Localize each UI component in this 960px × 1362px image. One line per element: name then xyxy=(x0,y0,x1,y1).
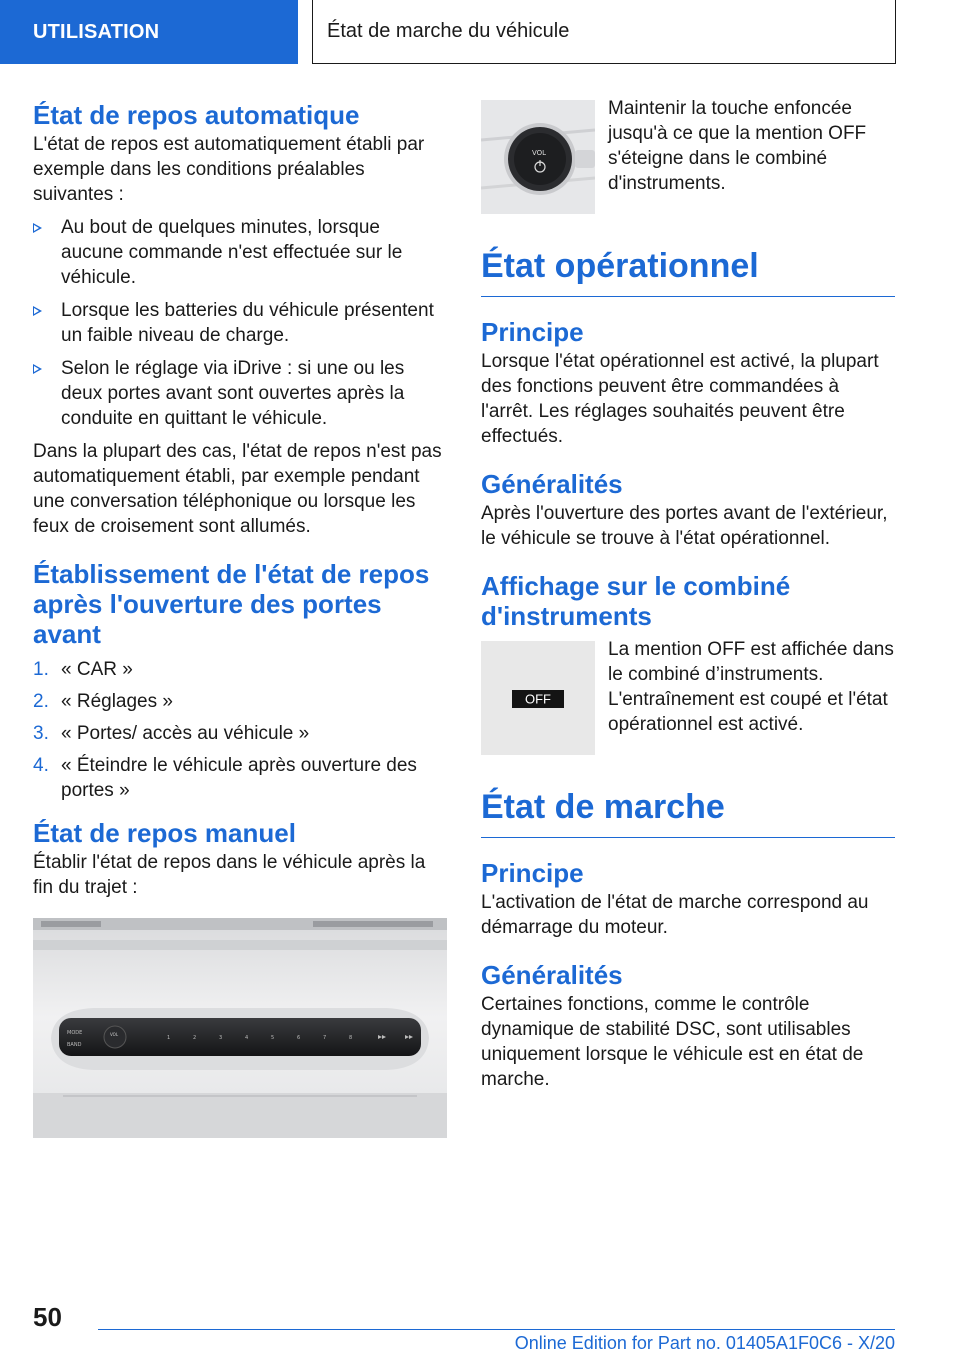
section-title: UTILISATION xyxy=(33,20,160,43)
off-display-illustration xyxy=(481,641,595,755)
list-item: Selon le réglage via iDrive : si une ou les deux portes avant sont ouvertes après la conduite en quittant le véhicule. xyxy=(33,356,447,431)
run-general-heading: Généralités xyxy=(481,960,623,990)
volume-knob-illustration xyxy=(481,100,595,214)
preset-3: 3 xyxy=(219,1035,223,1041)
auto-rest-note: Dans la plupart des cas, l'état de repos n'est pas automatiquement établi, par exemple pendant une conversation téléphonique ou lorsque les feux de croisement sont allumés. xyxy=(33,441,442,537)
preset-6: 6 xyxy=(297,1035,301,1041)
triangle-bullet-icon xyxy=(33,364,42,374)
auto-rest-heading: État de repos automatique xyxy=(33,100,360,130)
op-general-text: Après l'ouverture des portes avant de l'extérieur, le véhicule se trouve à l'état opérationnel. xyxy=(481,503,888,549)
footer-edition: Online Edition for Part no. 01405A1F0C6 - X/20 xyxy=(514,1333,895,1353)
display-figure-row xyxy=(481,641,895,755)
run-heading: État de marche xyxy=(481,787,895,838)
preset-7: 7 xyxy=(323,1035,327,1041)
knob-instruction: Maintenir la touche enfoncée jusqu'à ce que la mention OFF s'éteigne dans le combiné d'instruments. xyxy=(608,98,867,194)
off-indicator-label: OFF xyxy=(525,691,551,707)
establish-rest-heading: Établissement de l'état de repos après l'ouverture des portes avant xyxy=(33,559,430,649)
preset-4: 4 xyxy=(245,1035,249,1041)
list-item: Lorsque les batteries du véhicule présentent un faible niveau de charge. xyxy=(33,298,447,348)
preset-5: 5 xyxy=(271,1035,275,1041)
operational-heading: État opérationnel xyxy=(481,246,895,297)
vol-label: VOL xyxy=(110,1032,119,1037)
section-tab xyxy=(0,0,298,64)
audio-console-illustration xyxy=(33,918,447,1138)
preset-8: 8 xyxy=(349,1035,353,1041)
op-general-heading: Généralités xyxy=(481,469,623,499)
chapter-header xyxy=(312,0,896,64)
step-item: 2. « Réglages » xyxy=(33,691,173,712)
mode-label: MODE xyxy=(67,1030,83,1036)
knob-vol-label: VOL xyxy=(532,149,547,157)
chapter-title: État de marche du véhicule xyxy=(327,20,570,42)
step-item: 1. « CAR » xyxy=(33,659,133,680)
op-principle-text: Lorsque l'état opérationnel est activé, la plupart des fonctions peuvent être commandées à l'arrêt. Les réglages souhaités peuvent être effectués. xyxy=(481,351,879,447)
op-principle-heading: Principe xyxy=(481,317,584,347)
left-column xyxy=(33,100,447,1138)
auto-rest-list xyxy=(33,215,447,431)
manual-rest-text: Établir l'état de repos dans le véhicule après la fin du trajet : xyxy=(33,852,426,898)
knob-figure-row xyxy=(481,100,895,214)
display-text: La mention OFF est affichée dans le combiné d’instruments. L'entraînement est coupé et l'état opérationnel est activé. xyxy=(608,639,894,735)
run-principle-heading: Principe xyxy=(481,858,584,888)
manual-rest-heading: État de repos manuel xyxy=(33,818,296,848)
knob-photo xyxy=(481,100,595,214)
triangle-bullet-icon xyxy=(33,223,42,233)
page-number: 50 xyxy=(33,1302,62,1332)
cluster-display-photo xyxy=(481,641,595,755)
establish-steps xyxy=(33,657,447,803)
preset-2: 2 xyxy=(193,1035,197,1041)
step-item: 4. « Éteindre le véhicule après ouverture des portes » xyxy=(33,755,417,801)
run-general-text: Certaines fonctions, comme le contrôle dynamique de stabilité DSC, sont utilisables uniquement lorsque le véhicule est en état de marche. xyxy=(481,994,864,1090)
auto-rest-intro: L'état de repos est automatiquement établi par exemple dans les conditions préalables suivantes : xyxy=(33,134,425,205)
triangle-bullet-icon xyxy=(33,306,42,316)
right-column xyxy=(481,100,895,1092)
list-item: Au bout de quelques minutes, lorsque aucune commande n'est effectuée sur le véhicule. xyxy=(33,215,447,290)
run-principle-text: L'activation de l'état de marche correspond au démarrage du moteur. xyxy=(481,892,869,938)
preset-1: 1 xyxy=(167,1035,171,1041)
console-photo xyxy=(33,918,447,1138)
display-heading: Affichage sur le combiné d'instruments xyxy=(481,571,791,631)
band-label: BAND xyxy=(67,1042,82,1048)
step-item: 3. « Portes/ accès au véhicule » xyxy=(33,723,310,744)
footer-rule xyxy=(98,1329,895,1330)
